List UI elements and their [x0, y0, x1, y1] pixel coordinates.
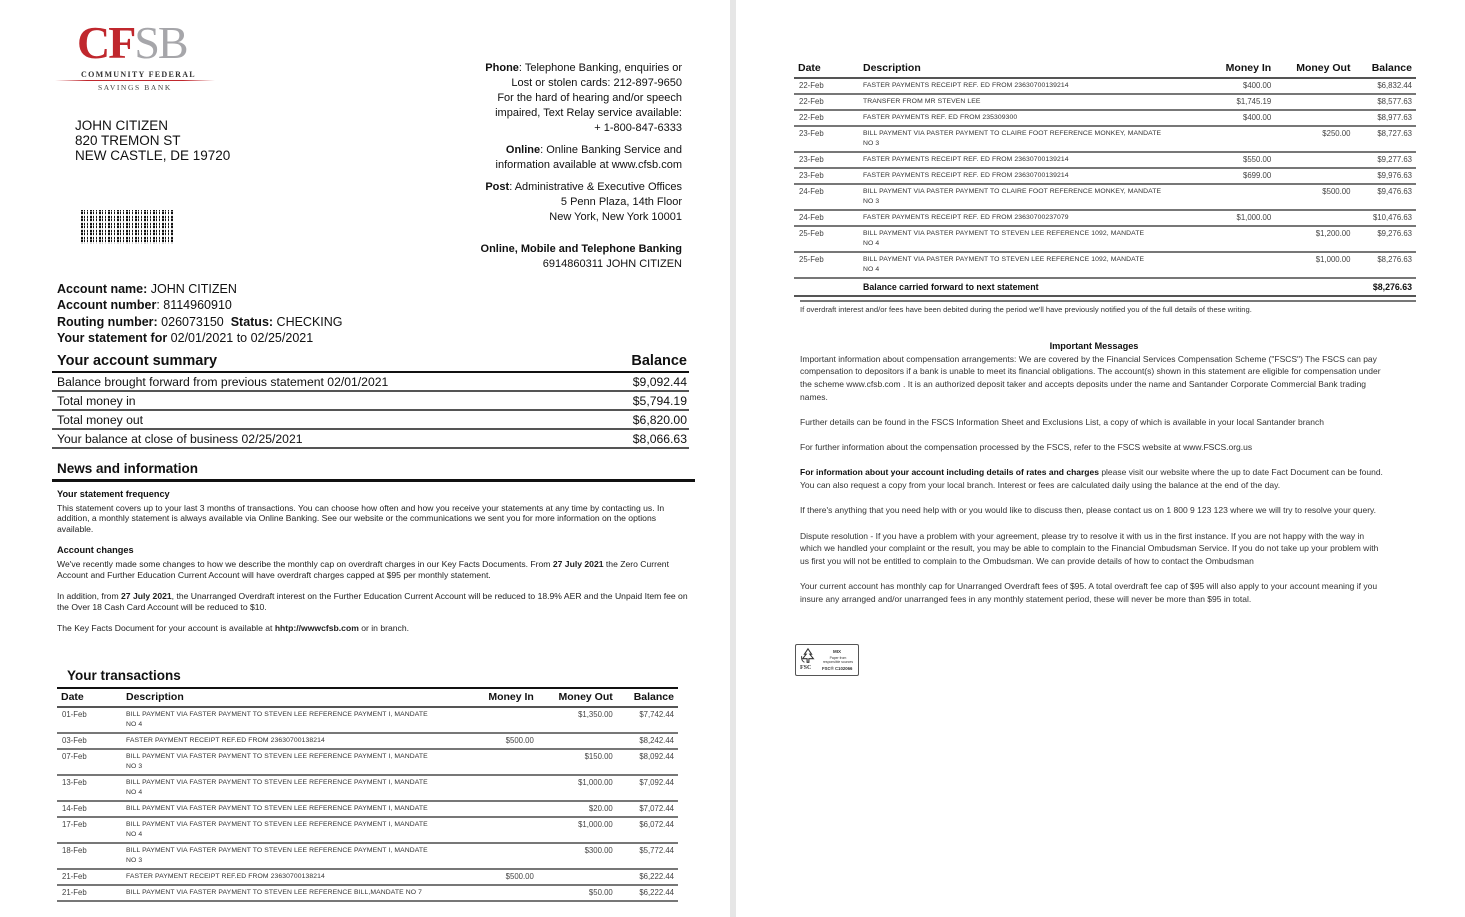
- keyfacts-paragraph: [57, 623, 693, 634]
- address-line: 820 TREMON ST: [75, 133, 181, 148]
- message-dispute: Dispute resolution - If you have a problem with your agreement, please try to resolve it with us in the first instance. If you are not happy with the way in which we handled your complaint or the result, you may be able to complain to the Financial Ombudsman Service. If you do not take up your problem with us first you will not be entitled to complain to the Ombudsman. We can provide details of how to contact the Ombudsman: [800, 530, 1379, 566]
- description-line: NO 3: [126, 763, 143, 770]
- description-line: BILL PAYMENT VIA FASTER PAYMENT TO STEVEN LEE REFERENCE PAYMENT I, MANDATE: [126, 821, 428, 828]
- balance-cell: $9,276.63: [1354, 226, 1416, 252]
- date-cell: 24-Feb: [794, 184, 859, 210]
- logo-name-line1: COMMUNITY FEDERAL: [81, 70, 196, 79]
- date-cell: 23-Feb: [794, 152, 859, 168]
- frequency-title: Your statement frequency: [57, 489, 170, 499]
- summary-row: [52, 373, 689, 392]
- routing-label: Routing number:: [57, 314, 158, 329]
- balance-cell: $6,222.44: [617, 885, 678, 901]
- summary-value: $8,066.63: [632, 432, 687, 446]
- description-cell: [859, 110, 1207, 126]
- description-line: NO 4: [126, 789, 143, 796]
- status-label: Status:: [230, 314, 274, 329]
- date-cell: 22-Feb: [794, 78, 859, 94]
- account-details: [57, 281, 343, 346]
- balance-cell: $6,072.44: [617, 817, 678, 843]
- message-overdraft-cap: Your current account has monthly cap for Unarranged Overdraft fees of $95. A total overdraft fee cap of $95 will also apply to your account meaning if you insure any arranged and/or unarranged fees in any monthly statement period, these will never be more than $95 in total.: [800, 581, 1378, 604]
- summary-label: Balance brought forward from previous statement 02/01/2021: [57, 375, 389, 389]
- carried-forward-value: $8,276.63: [1354, 278, 1416, 296]
- money-out-cell: [1275, 210, 1354, 226]
- carried-forward-spacer: [794, 278, 859, 296]
- account-number-label: Account number: [57, 298, 157, 313]
- description-cell: [122, 749, 470, 775]
- description-cell: [859, 152, 1207, 168]
- money-out-cell: [538, 733, 617, 749]
- money-in-cell: [1207, 184, 1275, 210]
- money-out-cell: $250.00: [1275, 126, 1354, 152]
- transactions-title: Your transactions: [67, 668, 181, 683]
- balance-cell: $7,072.44: [617, 801, 678, 817]
- fsc-tree-icon: [799, 647, 817, 665]
- description-line: FASTER PAYMENTS RECEIPT REF. ED FROM 23630700139214: [863, 82, 1069, 89]
- date-cell: 18-Feb: [57, 843, 122, 869]
- description-cell: [122, 843, 470, 869]
- description-line: NO 4: [126, 831, 143, 838]
- balance-cell: $5,772.44: [617, 843, 678, 869]
- description-cell: [122, 869, 470, 885]
- phone-line: impaired, Text Relay service available:: [495, 107, 682, 119]
- phone-line: For the hard of hearing and/or speech: [497, 92, 682, 104]
- account-number: [57, 297, 343, 313]
- balance-cell: $8,242.44: [617, 733, 678, 749]
- balance-cell: $7,092.44: [617, 775, 678, 801]
- post-line: 5 Penn Plaza, 14th Floor: [560, 196, 682, 208]
- news-divider: [52, 479, 695, 482]
- message-help: If there's anything that you need help with or you would like to discuss then, please contact us on 1 800 9 123 123 where we will try to resolve your query.: [800, 505, 1377, 516]
- transactions-body: [794, 78, 1416, 278]
- description-cell: [859, 168, 1207, 184]
- keyfacts-link[interactable]: hhtp://wwwcfsb.com: [274, 623, 359, 634]
- address-line: NEW CASTLE, DE 19720: [75, 148, 231, 163]
- date-cell: 23-Feb: [794, 126, 859, 152]
- balance-cell: $9,277.63: [1354, 152, 1416, 168]
- money-in-cell: [470, 801, 538, 817]
- table-row: [794, 94, 1416, 110]
- message-rates: [800, 466, 1388, 491]
- changes-paragraph-2: [57, 591, 693, 612]
- description-line: NO 3: [863, 140, 880, 147]
- description-line: FASTER PAYMENTS RECEIPT REF. ED FROM 23630700139214: [863, 172, 1069, 179]
- money-in-cell: [470, 885, 538, 901]
- money-out-cell: [1275, 94, 1354, 110]
- money-out-cell: $500.00: [1275, 184, 1354, 210]
- summary-row: [52, 411, 689, 430]
- description-line: FASTER PAYMENTS REF. ED FROM 235309300: [863, 114, 1018, 121]
- date-highlight: 27 July 2021: [121, 591, 172, 602]
- balance-cell: $6,222.44: [617, 869, 678, 885]
- date-cell: 21-Feb: [57, 869, 122, 885]
- logo-sb: SB: [134, 17, 187, 68]
- table-row: [794, 210, 1416, 226]
- text: The Key Facts Document for your account is available at: [57, 623, 275, 634]
- col-money-out: Money Out: [538, 688, 617, 707]
- col-money-out: Money Out: [1275, 60, 1354, 78]
- date-cell: 22-Feb: [794, 94, 859, 110]
- summary-balance-header: Balance: [631, 353, 687, 369]
- money-out-cell: [1275, 78, 1354, 94]
- summary-row: [52, 392, 689, 411]
- rates-text: please visit our website where the up to date Fact Document can be found. You can also request a copy from your local branch. Interest or fees are calculated daily using the balance at the end of the day.: [800, 467, 1383, 491]
- col-money-in: Money In: [470, 688, 538, 707]
- online-text: : Online Banking Service and: [540, 144, 682, 156]
- statement-period: [57, 330, 343, 346]
- description-cell: [859, 126, 1207, 152]
- text: We've recently made some changes to how we describe the monthly cap on overdraft charges in our Key Facts Documents. From: [57, 558, 553, 569]
- message-fscs-website: For further information about the compensation processed by the FSCS, refer to the FSCS website at www.FSCS.org.us: [800, 442, 1253, 453]
- online-info: [422, 143, 682, 173]
- table-row: [794, 252, 1416, 278]
- fsc-certification-badge: [795, 644, 859, 676]
- balance-cell: $7,742.44: [617, 707, 678, 733]
- date-cell: 13-Feb: [57, 775, 122, 801]
- description-line: BILL PAYMENT VIA FASTER PAYMENT TO STEVEN LEE REFERENCE BILL,MANDATE NO 7: [126, 889, 422, 896]
- banking-label: Online, Mobile and Telephone Banking: [480, 243, 682, 255]
- col-date: Date: [794, 60, 859, 78]
- money-out-cell: $1,000.00: [538, 775, 617, 801]
- description-cell: [859, 94, 1207, 110]
- date-cell: 21-Feb: [57, 885, 122, 901]
- carried-forward-label: Balance carried forward to next statement: [859, 278, 1354, 296]
- description-line: NO 4: [863, 266, 880, 273]
- money-in-cell: $500.00: [470, 733, 538, 749]
- description-cell: [859, 78, 1207, 94]
- description-cell: [122, 733, 470, 749]
- money-out-cell: [1275, 110, 1354, 126]
- table-row: [57, 749, 678, 775]
- table-row: [57, 869, 678, 885]
- account-name-value: JOHN CITIZEN: [147, 282, 237, 296]
- table-row: [794, 110, 1416, 126]
- description-cell: [859, 226, 1207, 252]
- balance-cell: $8,092.44: [617, 749, 678, 775]
- money-out-cell: $1,000.00: [1275, 252, 1354, 278]
- money-out-cell: $1,000.00: [538, 817, 617, 843]
- news-title: News and information: [57, 461, 199, 476]
- date-cell: 25-Feb: [794, 226, 859, 252]
- summary-label: Your balance at close of business 02/25/2021: [57, 432, 303, 446]
- description-line: TRANSFER FROM MR STEVEN LEE: [863, 98, 981, 105]
- post-info: [422, 180, 682, 225]
- carried-forward-row: [794, 278, 1416, 296]
- important-messages: [800, 340, 1388, 618]
- money-in-cell: [470, 707, 538, 733]
- col-balance: Balance: [1354, 60, 1416, 78]
- money-in-cell: $500.00: [470, 869, 538, 885]
- date-cell: 25-Feb: [794, 252, 859, 278]
- description-line: BILL PAYMENT VIA FASTER PAYMENT TO STEVEN LEE REFERENCE PAYMENT I, MANDATE: [126, 711, 428, 718]
- address-line: JOHN CITIZEN: [75, 118, 168, 133]
- table-row: [794, 226, 1416, 252]
- date-cell: 07-Feb: [57, 749, 122, 775]
- routing-value: 026073150: [157, 314, 231, 329]
- account-number-value: : 8114960910: [156, 298, 232, 313]
- summary-value: $6,820.00: [632, 413, 687, 427]
- money-out-cell: $20.00: [538, 801, 617, 817]
- phone-label: Phone: [485, 62, 519, 74]
- frequency-text: This statement covers up to your last 3 months of transactions. You can choose how often and how you receive your statements at any time by contacting us. In addition, a monthly statement is always available via Online Banking. See our website or the communications we sent you for more information on the options available.: [57, 502, 665, 534]
- money-in-cell: $699.00: [1207, 168, 1275, 184]
- logo-cf: CF: [77, 17, 135, 68]
- money-in-cell: [470, 843, 538, 869]
- datamatrix-barcode-icon: [81, 210, 173, 244]
- table-row: [794, 184, 1416, 210]
- money-out-cell: $1,200.00: [1275, 226, 1354, 252]
- fsc-mix: MIX: [833, 649, 842, 654]
- table-row: [57, 843, 678, 869]
- news-section: [57, 489, 693, 645]
- date-cell: 23-Feb: [794, 168, 859, 184]
- description-line: FASTER PAYMENTS RECEIPT REF. ED FROM 23630700139214: [863, 156, 1069, 163]
- money-in-cell: $400.00: [1207, 110, 1275, 126]
- description-line: BILL PAYMENT VIA FASTER PAYMENT TO STEVEN LEE REFERENCE PAYMENT I, MANDATE: [126, 847, 428, 854]
- routing-number: [57, 314, 343, 330]
- summary-title: Your account summary: [57, 353, 218, 369]
- col-balance: Balance: [617, 688, 678, 707]
- description-cell: [859, 252, 1207, 278]
- logo-name-line2: SAVINGS BANK: [98, 83, 172, 92]
- balance-cell: $9,976.63: [1354, 168, 1416, 184]
- description-line: FASTER PAYMENT RECEIPT REF.ED FROM 23630700138214: [126, 737, 325, 744]
- table-row: [794, 152, 1416, 168]
- account-name: [57, 281, 343, 297]
- changes-title: Account changes: [57, 545, 134, 556]
- table-row: [57, 817, 678, 843]
- account-name-label: Account name:: [57, 282, 148, 296]
- balance-cell: $8,727.63: [1354, 126, 1416, 152]
- changes-paragraph-1: [57, 559, 693, 580]
- money-in-cell: [1207, 252, 1275, 278]
- customer-address: [75, 118, 230, 163]
- post-label: Post: [485, 181, 510, 193]
- description-line: BILL PAYMENT VIA PASTER PAYMENT TO STEVEN LEE REFERENCE 1092, MANDATE: [863, 230, 1145, 237]
- description-cell: [122, 707, 470, 733]
- balance-cell: $8,977.63: [1354, 110, 1416, 126]
- col-date: Date: [57, 688, 122, 707]
- online-line: information available at www.cfsb.com: [495, 159, 682, 171]
- money-in-cell: [1207, 226, 1275, 252]
- summary-row: [52, 430, 689, 449]
- post-line: New York, New York 10001: [549, 211, 682, 223]
- date-cell: 24-Feb: [794, 210, 859, 226]
- logo-mark: [77, 17, 215, 68]
- statement-page-1: [0, 0, 730, 917]
- description-cell: [122, 885, 470, 901]
- date-cell: 17-Feb: [57, 817, 122, 843]
- phone-line: Lost or stolen cards: 212-897-9650: [511, 77, 682, 89]
- description-cell: [859, 210, 1207, 226]
- contact-info: [422, 61, 682, 279]
- money-out-cell: [1275, 168, 1354, 184]
- phone-info: [422, 61, 682, 136]
- bank-logo: [55, 17, 215, 92]
- table-header-row: [794, 60, 1416, 78]
- statement-period-value: 02/01/2021 to 02/25/2021: [167, 330, 314, 345]
- description-line: NO 3: [863, 198, 880, 205]
- money-out-cell: $150.00: [538, 749, 617, 775]
- money-in-cell: [470, 749, 538, 775]
- status-value: CHECKING: [273, 314, 343, 329]
- summary-value: $5,794.19: [632, 394, 687, 408]
- messages-title: Important Messages: [1049, 341, 1139, 351]
- date-cell: 03-Feb: [57, 733, 122, 749]
- description-line: FASTER PAYMENT RECEIPT REF.ED FROM 23630700138214: [126, 873, 325, 880]
- description-cell: [859, 184, 1207, 210]
- table-row: [794, 78, 1416, 94]
- fsc-paper: Paper from responsible sources: [822, 656, 854, 664]
- overdraft-note: If overdraft interest and/or fees have been debited during the period we'll have previously notified you of the full details of these writing.: [800, 300, 1416, 314]
- money-in-cell: [1207, 126, 1275, 152]
- date-cell: 14-Feb: [57, 801, 122, 817]
- message-compensation: Important information about compensation arrangements: We are covered by the Financial Services Compensation Scheme ("FSCS") The FSCS can pay compensation to depositors if a bank is unable to meet its financial obligations. The account(s) shown in this statement are eligible for compensation under the scheme www.cfsb.com . It is an authorized deposit taker and accepts deposits under the name and Santander Corporate Commercial Bank trading names.: [800, 353, 1381, 402]
- table-row: [794, 126, 1416, 152]
- description-line: BILL PAYMENT VIA PASTER PAYMENT TO STEVEN LEE REFERENCE 1092, MANDATE: [863, 256, 1145, 263]
- date-cell: 01-Feb: [57, 707, 122, 733]
- money-in-cell: $1,000.00: [1207, 210, 1275, 226]
- phone-text: : Telephone Banking, enquiries or: [518, 62, 682, 74]
- text: the Zero Current Account and Further Education Current Account will have overdraft charges capped at $95 per monthly statement.: [57, 558, 669, 580]
- summary-header: [52, 353, 689, 373]
- money-out-cell: $1,350.00: [538, 707, 617, 733]
- fsc-label: FSC: [800, 665, 812, 671]
- money-out-cell: $50.00: [538, 885, 617, 901]
- description-cell: [122, 801, 470, 817]
- post-text: : Administrative & Executive Offices: [509, 181, 682, 193]
- description-line: FASTER PAYMENTS RECEIPT REF. ED FROM 23630700237079: [863, 214, 1069, 221]
- col-description: Description: [859, 60, 1207, 78]
- date-cell: 22-Feb: [794, 110, 859, 126]
- money-out-cell: [538, 869, 617, 885]
- summary-value: $9,092.44: [632, 375, 687, 389]
- text: , the Unarranged Overdraft interest on the Further Education Current Account will be reduced to 18.9% AER and the Unpaid Item fee on the Over 18 Cash Card Account will be reduced to $10.: [57, 591, 688, 612]
- summary-label: Total money in: [57, 394, 136, 408]
- transactions-body: [57, 707, 678, 901]
- money-in-cell: [470, 817, 538, 843]
- description-cell: [122, 817, 470, 843]
- table-row: [57, 707, 678, 733]
- balance-cell: $9,476.63: [1354, 184, 1416, 210]
- date-highlight: 27 July 2021: [552, 558, 604, 569]
- table-header-row: [57, 688, 678, 707]
- transactions-table-page-2: [794, 60, 1416, 297]
- balance-cell: $6,832.44: [1354, 78, 1416, 94]
- statement-period-label: Your statement for: [57, 330, 168, 345]
- money-out-cell: [1275, 152, 1354, 168]
- money-out-cell: $300.00: [538, 843, 617, 869]
- table-row: [57, 801, 678, 817]
- col-money-in: Money In: [1207, 60, 1275, 78]
- balance-cell: $8,276.63: [1354, 252, 1416, 278]
- logo-rule: [55, 80, 215, 81]
- table-row: [57, 733, 678, 749]
- description-line: NO 4: [126, 721, 143, 728]
- fsc-code: FSC® C102066: [822, 666, 853, 671]
- description-line: BILL PAYMENT VIA FASTER PAYMENT TO STEVEN LEE REFERENCE PAYMENT I, MANDATE: [126, 779, 428, 786]
- balance-cell: $10,476.63: [1354, 210, 1416, 226]
- account-summary: [52, 353, 689, 449]
- balance-cell: $8,577.63: [1354, 94, 1416, 110]
- summary-label: Total money out: [57, 413, 144, 427]
- text: In addition, from: [57, 591, 122, 602]
- description-cell: [122, 775, 470, 801]
- banking-value: 6914860311 JOHN CITIZEN: [542, 258, 682, 270]
- description-line: BILL PAYMENT VIA PASTER PAYMENT TO CLAIRE FOOT REFERENCE MONKEY, MANDATE: [863, 130, 1162, 137]
- table-row: [57, 775, 678, 801]
- online-label: Online: [505, 144, 541, 156]
- table-row: [57, 885, 678, 901]
- money-in-cell: [470, 775, 538, 801]
- description-line: BILL PAYMENT VIA FASTER PAYMENT TO STEVEN LEE REFERENCE PAYMENT I, MANDATE: [126, 805, 428, 812]
- text: or in branch.: [358, 623, 410, 634]
- banking-info: [422, 242, 682, 272]
- description-line: BILL PAYMENT VIA PASTER PAYMENT TO CLAIRE FOOT REFERENCE MONKEY, MANDATE: [863, 188, 1162, 195]
- description-line: NO 4: [863, 240, 880, 247]
- money-in-cell: $1,745.19: [1207, 94, 1275, 110]
- phone-line: + 1-800-847-6333: [594, 122, 682, 134]
- description-line: NO 3: [126, 857, 143, 864]
- description-line: BILL PAYMENT VIA FASTER PAYMENT TO STEVEN LEE REFERENCE PAYMENT I, MANDATE: [126, 753, 428, 760]
- table-row: [794, 168, 1416, 184]
- money-in-cell: $400.00: [1207, 78, 1275, 94]
- message-fscs-details: Further details can be found in the FSCS Information Sheet and Exclusions List, a copy of which is available in your local Santander branch: [800, 417, 1324, 428]
- money-in-cell: $550.00: [1207, 152, 1275, 168]
- col-description: Description: [122, 688, 470, 707]
- rates-bold: For information about your account including details of rates and charges: [800, 467, 1099, 478]
- transactions-table-page-1: [57, 687, 678, 902]
